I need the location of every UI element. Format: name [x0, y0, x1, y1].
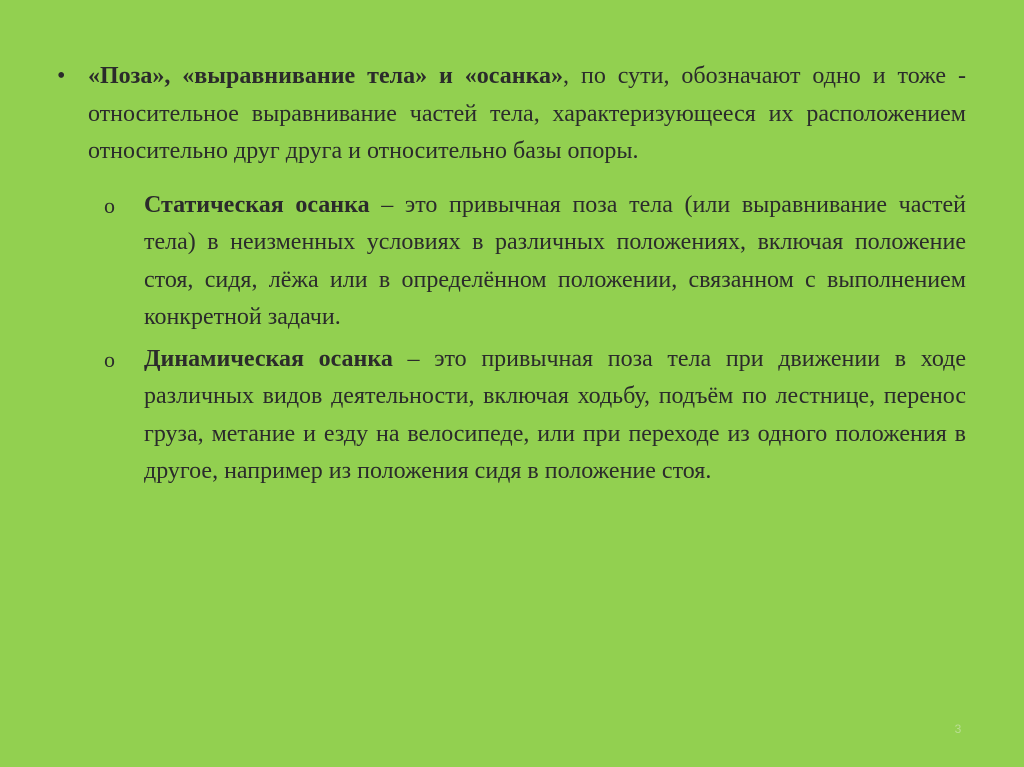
sub-point-list	[56, 187, 966, 491]
sub-bullet-marker: o	[104, 192, 115, 218]
bullet-marker: •	[57, 63, 66, 89]
page-number: 3	[954, 722, 962, 736]
dynamic-posture-text: – это привычная поза тела при движении в ходе различных видов деятельности, включая ходьбу, подъём по лестнице, перенос груза, метание и езду на велосипеде, или при переходе из одного положения в другое, например из положения сидя в положение стоя.	[144, 345, 966, 484]
slide-content	[56, 58, 966, 495]
sub-point-dynamic-posture	[56, 341, 966, 491]
dynamic-posture-term: Динамическая осанка	[144, 345, 393, 372]
main-point-term: «Поза», «выравнивание тела» и «осанка»	[88, 63, 564, 89]
main-point-text: , по сути, обозначают одно и тоже - относительное выравнивание частей тела, характеризующееся их расположением относительно друг друга и относительно базы опоры.	[88, 63, 966, 164]
static-posture-text: – это привычная поза тела (или выравнивание частей тела) в неизменных условиях в различных положениях, включая положение стоя, сидя, лёжа или в определённом положении, связанном с выполнением конкретной задачи.	[144, 191, 966, 330]
main-bullet-point	[56, 58, 966, 171]
sub-bullet-marker: o	[104, 346, 115, 372]
sub-point-static-posture	[56, 187, 966, 337]
static-posture-term: Статическая осанка	[144, 191, 370, 218]
